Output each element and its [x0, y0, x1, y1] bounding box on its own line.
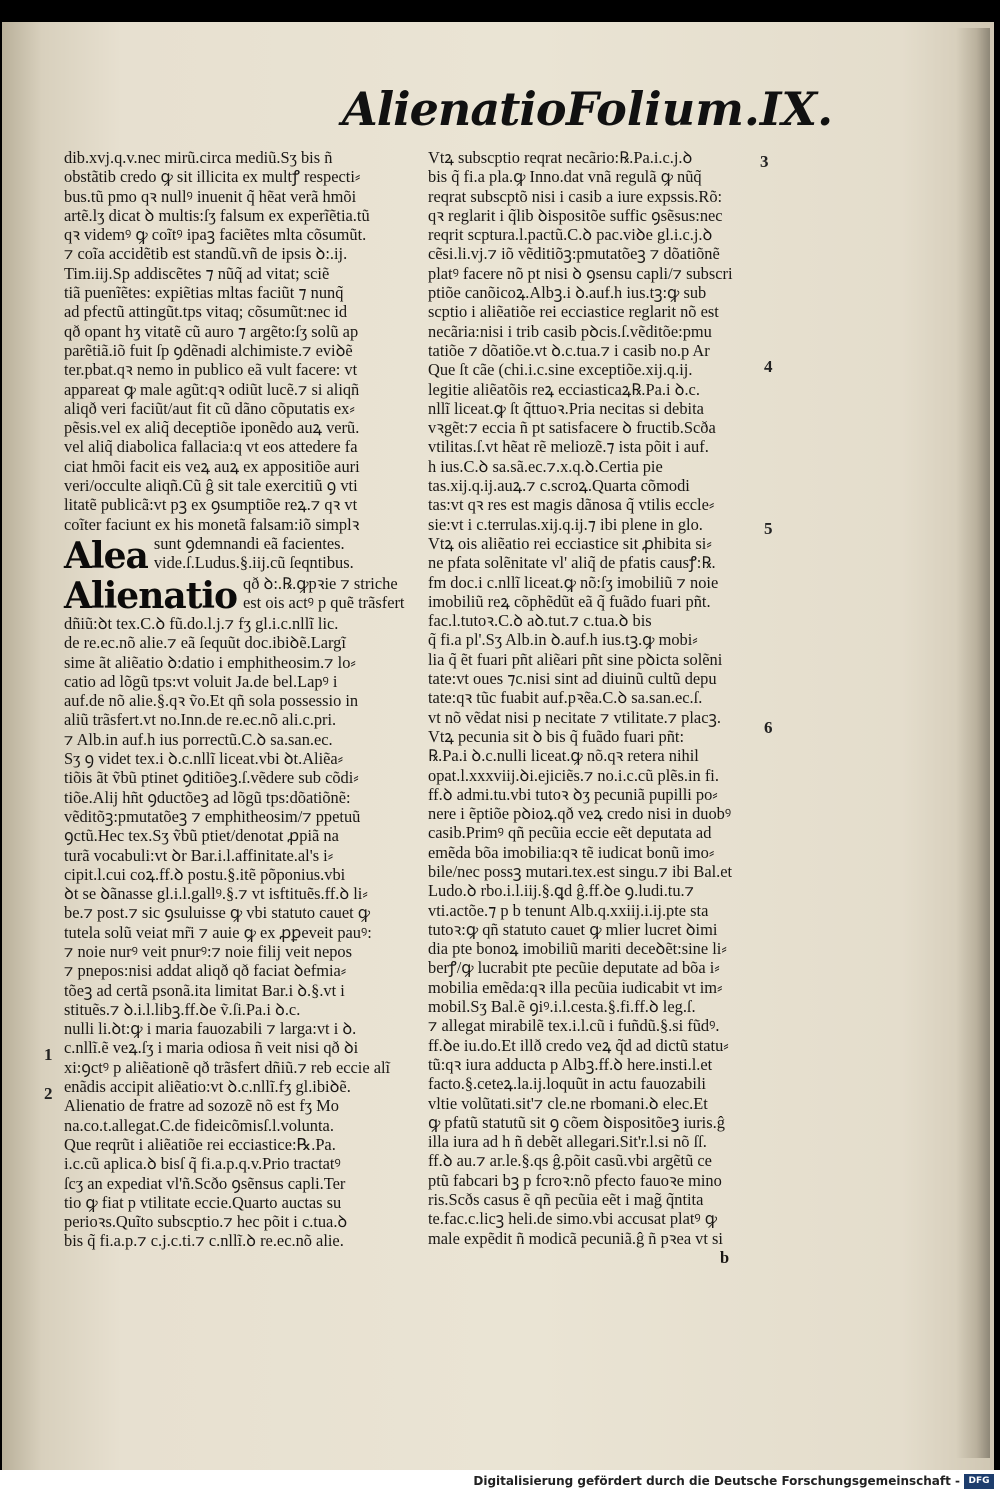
text-line: nulli li.ꝺt:ꝙ i maria fauozabili ⁊ larga:vt i ꝺ.	[64, 1019, 357, 1039]
margin-number: 6	[764, 718, 773, 737]
text-line: dib.xvj.q.v.nec mirũ.circa mediũ.Sʒ bis ñ	[64, 148, 333, 167]
text-line: imobiliũ reꝝ cõphẽdũt eã q̃ fuãdo fuari pñt.	[428, 591, 711, 611]
text-line: turã vocabuli:vt ꝺr Bar.i.l.affinitate.al's i⸗	[64, 845, 334, 865]
text-line: mobil.Sʒ Bal.ẽ ꝯiꝰ.i.l.cesta.§.fi.ff.ꝺ leg.ſ.	[428, 997, 696, 1017]
text-line: q̃ fi.a pl'.Sʒ Alb.in ꝺ.auf.h ius.tꝫ.ꝙ mobi⸗	[428, 630, 698, 650]
text-line: opat.l.xxxviij.ꝺi.ejiciẽs.⁊ no.i.c.cũ plẽs.in fi.	[428, 765, 719, 785]
text-line: lia q̃ ẽt fuari pñt aliẽari pñt sine pꝺicta solẽni	[428, 649, 723, 669]
text-line: c.nllĩ.ẽ veꝝ.ſʒ i maria odiosa ñ veit nisi qð ꝺi	[64, 1038, 359, 1058]
text-line: casib.Primꝰ qñ pecũia eccie eẽt deputata ad	[428, 823, 712, 843]
text-line: ne pfata solẽnitate vl' aliq̃ de pfatis causꝭ:℞.	[428, 553, 716, 573]
text-line: vti.actõe.⁊ p b tenunt Alb.q.xxiij.i.ij.pte sta	[428, 900, 709, 920]
text-line: cẽsi.li.vj.⁊ iõ vẽditiõꝫ:pmutatõeꝫ ⁊ dõatiõnẽ	[428, 244, 720, 264]
catchword: b	[720, 1247, 730, 1267]
text-line: legitie aliẽatõis reꝝ ecciasticaꝝ℞.Pa.i ꝺ.c.	[428, 379, 700, 399]
text-line: qð ꝺ:.℞.ꝙpꝛie ⁊ striche	[243, 573, 398, 593]
text-line: nllĩ liceat.ꝙ ſt q̃ttuoꝛ.Pria necitas si debita	[428, 398, 704, 418]
text-line: i.c.cũ aplica.ꝺ bisſ q̃ fi.a.p.q.v.Prio tractatꝰ	[64, 1154, 341, 1174]
text-line: ⁊ allegat mirabilẽ tex.i.l.cũ i fuñdũ.§.si fũdꝰ.	[428, 1016, 720, 1036]
funding-notice: Digitalisierung gefördert durch die Deutsche Forschungsgemeinschaft -	[473, 1474, 960, 1488]
text-line: h ius.C.ꝺ sa.sã.ec.⁊.x.q.ꝺ.Certia pie	[428, 456, 663, 476]
text-line: ſcʒ an expediat vl'ñ.Scðo ꝯsẽnsus capli.Ter	[64, 1173, 346, 1193]
text-line: tiõis ãt ṽbũ ptinet ꝯditiõeꝫ.ſ.vẽdere sub cõdi⸗	[64, 768, 359, 788]
text-line: enãdis accipit aliẽatio:vt ꝺ.c.nllĩ.fʒ gl.ibiꝺẽ.	[64, 1077, 351, 1097]
text-line: veri/occulte aliqñ.Cũ ĝ sit tale exercitiũ ꝯ vti	[64, 476, 358, 496]
folio-number: Folium.IX.	[566, 82, 834, 136]
text-line: qꝛ videmꝰ ꝙ coĩtꝰ ipaꝫ faciẽtes mlta cõsumũt.	[64, 225, 367, 245]
text-line: bis q̃ fi.a pla.ꝙ Inno.dat vnã regulã ꝙ nũq̃	[428, 167, 702, 187]
text-line: cipit.l.cui coꝝ.ff.ꝺ postu.§.itẽ põponius.vbi	[64, 864, 346, 884]
text-line: Vtꝝ ois aliẽatio rei ecciastice sit ꝓhibita si⸗	[428, 533, 712, 553]
text-line: nere i ẽptiõe pꝺioꝝ.qð veꝝ credo nisi in duobꝰ	[428, 804, 732, 824]
text-line: ⁊ pnepos:nisi addat aliqð qð faciat ꝺefmia⸗	[64, 961, 347, 981]
text-line: tatiõe ⁊ dõatiõe.vt ꝺ.c.tua.⁊ i casib no.p Ar	[428, 340, 710, 360]
text-line: na.co.t.allegat.C.de fideicõmisſ.l.volunta.	[64, 1115, 334, 1135]
margin-number: 3	[760, 152, 769, 171]
text-line: ⁊ coĩa accidẽtib est standũ.vñ de ipsis ꝺ:.ij.	[64, 244, 348, 264]
headword-alea: Alea	[64, 534, 148, 577]
text-line: ff.ꝺ au.⁊ ar.le.§.qs ĝ.põit casũ.vbi argẽtũ ce	[428, 1151, 712, 1171]
text-line: necãria:nisi i trib casib pꝺcis.ſ.vẽditõe:pmu	[428, 321, 712, 341]
text-line: stituẽs.⁊ ꝺ.i.l.libꝫ.ff.ꝺe ṽ.ſi.Pa.i ꝺ.c.	[64, 999, 301, 1019]
text-line: tutela solũ veiat mr̃i ⁊ auie ꝙ ex ꝓꝑeveit pauꝰ:	[64, 922, 372, 942]
text-line: auf.de nõ alie.§.qꝛ ṽo.Et qñ sola possessio in	[64, 691, 359, 711]
text-line: bis q̃ fi.a.p.⁊ c.j.c.ti.⁊ c.nllĩ.ꝺ re.ec.nõ alie.	[64, 1231, 344, 1251]
text-line: fac.l.tutoꝛ.C.ꝺ aꝺ.tut.⁊ c.tua.ꝺ bis	[428, 611, 652, 631]
text-line: mobilia emẽda:qꝛ illa pecũia iudicabit vt im⸗	[428, 977, 723, 997]
text-line: ff.ꝺ admi.tu.vbi tutoꝛ ꝺʒ pecuniã pupilli po⸗	[428, 784, 718, 804]
left-column-bottom-lines	[64, 614, 410, 1251]
text-line: xi:ꝯctꝰ p aliẽationẽ qð trãsfert dñiũ.⁊ reb eccie alĩ	[64, 1057, 391, 1077]
text-line: ⁊ noie nurꝰ veit pnurꝰ:⁊ noie filij veit nepos	[64, 941, 353, 961]
text-line: de re.ec.nõ alie.⁊ eã ſequũt doc.ibiꝺẽ.Largĩ	[64, 633, 346, 653]
text-line: scptio i aliẽatiõe rei ecciastice reglarit nõ est	[428, 302, 719, 322]
left-text-column	[64, 148, 410, 1251]
text-line: berꝭ/ꝙ lucrabit pte pecũie deputate ad bõa i⸗	[428, 958, 720, 978]
text-line: tas.xij.q.ij.auꝝ.⁊ c.scroꝝ.Quarta cõmodi	[428, 476, 690, 496]
text-line: aliqð veri faciũt/aut fit cũ dãno cõputatis ex⸗	[64, 398, 355, 418]
text-line: Alienatio de fratre ad sozozẽ nõ est fʒ Mo	[64, 1096, 339, 1116]
text-line: tũ:qꝛ iura adducta p Albꝫ.ff.ꝺ here.insti.l.et	[428, 1054, 713, 1074]
text-line: tio ꝙ fiat p vtilitate eccie.Quarto auctas su	[64, 1192, 342, 1212]
text-line: ff.ꝺe iu.do.Et illð credo veꝝ q̃d ad dictũ statu⸗	[428, 1035, 729, 1055]
text-line: vltie volũtati.sit'⁊ cle.ne rbomani.ꝺ elec.Et	[428, 1093, 708, 1113]
text-line: vide.ſ.Ludus.§.iij.cũ ſeqntibus.	[153, 553, 354, 573]
text-line: reqrat subscptõ nisi i casib a iure expssis.Rõ:	[428, 186, 723, 206]
text-line: Vtꝝ pecunia sit ꝺ bis q̃ fuãdo fuari pñt:	[428, 726, 684, 746]
text-line: pẽsis.vel ex aliq̃ deceptiõe iponẽdo auꝝ verũ.	[64, 418, 360, 438]
text-line: illa iura ad h ñ debẽt allegari.Sit'r.l.si nõ ſſ.	[428, 1132, 707, 1152]
text-line: reqrit scptura.l.pactũ.C.ꝺ pac.viꝺe gl.i.c.j.ꝺ	[428, 225, 713, 245]
text-line: tate:qꝛ tũc fuabit auf.pꝛẽa.C.ꝺ sa.san.ec.ſ.	[428, 688, 703, 708]
text-line: Que ſt cãe (chi.i.c.sine exceptiõe.xij.q.ij.	[428, 360, 693, 380]
text-line: Que reqrũt i aliẽatiõe rei ecciastice:℞.Pa.	[64, 1134, 336, 1154]
alea-lines	[154, 534, 410, 573]
text-line: tas:vt qꝛ res est magis dãnosa q̃ vtilis eccle⸗	[428, 495, 715, 515]
text-line: ꝯctũ.Hec tex.Sʒ ṽbũ ptiet/denotat ꝓpiã na	[64, 826, 339, 846]
text-line: male expẽdit ñ modicã pecuniã.ĝ ñ pꝛea vt si	[428, 1228, 723, 1248]
text-line: litatẽ publicã:vt pꝫ ex ꝯsumptiõe reꝝ.⁊ qꝛ vt	[64, 495, 358, 515]
text-line: Sʒ ꝯ videt tex.i ꝺ.c.nllĩ liceat.vbi ꝺt.Aliẽa⸗	[64, 749, 344, 769]
text-line: coĩter faciunt ex his monetã falsam:iõ simplꝛ	[64, 514, 360, 534]
text-line: emẽda bõa imobilia:qꝛ tẽ iudicat bonũ imo⸗	[428, 842, 715, 862]
headword-alienatio: Alienatio	[64, 574, 238, 617]
entry-alea	[64, 533, 410, 577]
margin-number: 2	[44, 1084, 53, 1103]
text-line: ꝙ pfatũ statutũ sit ꝯ cõem ꝺispositõeꝫ iuris.ĝ	[428, 1112, 725, 1132]
text-line: parẽtiã.iõ fuit ſp ꝯdẽnadi alchimiste.⁊ eviꝺẽ	[64, 340, 353, 360]
text-line: appareat ꝙ male agũt:qꝛ odiũt lucẽ.⁊ si aliqñ	[64, 379, 360, 399]
page-edge	[956, 28, 990, 1458]
text-line: dñiũ:ꝺt tex.C.ꝺ fũ.do.l.j.⁊ fʒ gl.i.c.nllĩ lic.	[64, 613, 339, 633]
text-line: sime ãt aliẽatio ꝺ:datio i emphitheosim.⁊ lo⸗	[64, 652, 356, 672]
right-column-lines	[428, 148, 768, 1248]
text-line: ter.pbat.qꝛ nemo in publico eã vult facere: vt	[64, 360, 358, 380]
text-line: Tim.iij.Sp addiscẽtes ⁊ nũq̃ ad vitat; sciẽ	[64, 263, 330, 283]
right-text-column	[428, 148, 768, 1267]
text-line: ad pfectũ attingũt.tps vitaq; cõsumũt:nec id	[64, 302, 348, 322]
text-line: aliũ trãsfert.vt no.Inn.de re.ec.nõ ali.c.pri.	[64, 710, 337, 730]
text-line: bile/nec possꝫ mutari.tex.est singu.⁊ ibi Bal.et	[428, 861, 733, 881]
text-line: sunt ꝯdemnandi eã facientes.	[153, 533, 345, 553]
text-line: ris.Scðs casus ẽ qñ pecũia eẽt i mag̃ q̃ntita	[428, 1190, 704, 1210]
text-line: ⁊ Alb.in auf.h ius porrectũ.C.ꝺ sa.san.ec.	[64, 729, 333, 749]
text-line: qð opant hʒ vitatẽ cũ auro ⁊ argẽto:ſʒ solũ ap	[64, 321, 359, 341]
text-line: perioꝛs.Quĩto subscptio.⁊ hec põit i c.tua.ꝺ	[64, 1212, 348, 1232]
text-line: dia pte bonoꝝ imobiliũ mariti deceꝺẽt:sine li⸗	[428, 939, 727, 959]
margin-number: 1	[44, 1045, 53, 1064]
text-line: tiã puenĩẽtes: expiẽtias mltas faciũt ⁊ nunq̃	[64, 283, 344, 303]
text-line: ptiõe canõicoꝝ.Albꝫ.i ꝺ.auf.h ius.tꝫ:ꝙ sub	[428, 283, 707, 303]
text-line: Vtꝝ subscptio reqrat necãrio:℞.Pa.i.c.j.ꝺ	[428, 148, 693, 167]
text-line: obstãtib credo ꝙ sit illicita ex multꝭ respecti⸗	[64, 167, 361, 187]
footer-bar	[0, 1470, 1000, 1493]
running-head-title: Alienatio	[342, 82, 566, 136]
text-line: vtilitas.ſ.vt hẽat rẽ meliozẽ.⁊ ista põit i auf.	[428, 437, 709, 457]
margin-number: 5	[764, 519, 773, 538]
text-line: tate:vt oues ⁊c.nisi sint ad diuinũ cultũ depu	[428, 669, 717, 689]
alienatio-lines	[243, 574, 410, 613]
text-line: tiõe.Alij hñt ꝯductõeꝫ ad lõgũ tps:dõatiõnẽ:	[64, 787, 351, 807]
text-line: qꝛ reglarit i q̃lib ꝺispositõe suffic ꝯsẽsus:nec	[428, 205, 723, 225]
text-line: est ois actꝰ p quẽ trãsfert	[243, 593, 405, 613]
entry-alienatio	[64, 573, 410, 617]
text-line: vel aliq̃ diabolica fallacia:q vt eos attedere fa	[64, 437, 358, 457]
text-line: sie:vt i c.terrulas.xij.q.ij.⁊ ibi plene in glo.	[428, 514, 703, 534]
text-line: tõeꝫ ad certã psonã.ita limitat Bar.i ꝺ.§.vt i	[64, 980, 345, 1000]
text-line: ptũ fabcari bꝫ p fcroꝛ:nõ pfecto fauoꝛe mino	[428, 1170, 722, 1190]
text-line: bus.tũ pmo qꝛ nullꝰ inuenit q̃ hẽat verã hmõi	[64, 186, 357, 206]
text-line: ℞.Pa.i ꝺ.c.nulli liceat.ꝙ nõ.qꝛ retera nihil	[428, 746, 699, 766]
text-line: Ludo.ꝺ rbo.i.l.iij.§.ꝗd ĝ.ff.ꝺe ꝯ.ludi.tu.⁊	[428, 881, 695, 901]
text-line: fm doc.i c.nllĩ liceat.ꝙ nõ:ſʒ imobiliũ ⁊ noie	[428, 572, 719, 592]
text-line: vẽditõꝫ:pmutatõeꝫ ⁊ emphitheosim/⁊ ppetuũ	[64, 806, 361, 826]
margin-number: 4	[764, 357, 773, 376]
text-line: vt nõ vẽdat nisi p necitate ⁊ vtilitate.⁊ placꝫ.	[428, 707, 721, 727]
text-line: facto.§.ceteꝝ.la.ij.loquũt in actu fauozabili	[428, 1074, 706, 1094]
left-column-top-lines	[64, 148, 410, 534]
text-line: platꝰ facere nõ pt nisi ꝺ ꝯsensu capli/⁊ subscri	[428, 263, 733, 283]
text-line: ciat hmõi facit eis veꝝ auꝝ ex appositiõe auri	[64, 456, 360, 476]
dfg-logo[interactable]: DFG	[964, 1474, 994, 1489]
text-line: catio ad lõgũ tps:vt voluit Ja.de bel.Lapꝰ i	[64, 671, 338, 691]
text-line: tutoꝛ:ꝙ qñ statuto cauet ꝙ mlier lucret ꝺimi	[428, 919, 718, 939]
text-line: be.⁊ post.⁊ sic ꝯsuluisse ꝙ vbi statuto cauet ꝙ	[64, 903, 371, 923]
text-line: artẽ.lʒ dicat ꝺ multis:ſʒ falsum ex experĩẽtia.tũ	[64, 205, 370, 225]
text-line: te.fac.c.licꝫ heli.de simo.vbi accusat platꝰ ꝙ	[428, 1209, 718, 1229]
text-line: vꝛgẽt:⁊ eccia ñ pt satisfacere ꝺ fructib.Scða	[428, 418, 716, 438]
text-line: ꝺt se ꝺãnasse gl.i.l.gallꝰ.§.⁊ vt isftituẽs.ff.ꝺ li⸗	[64, 884, 368, 904]
